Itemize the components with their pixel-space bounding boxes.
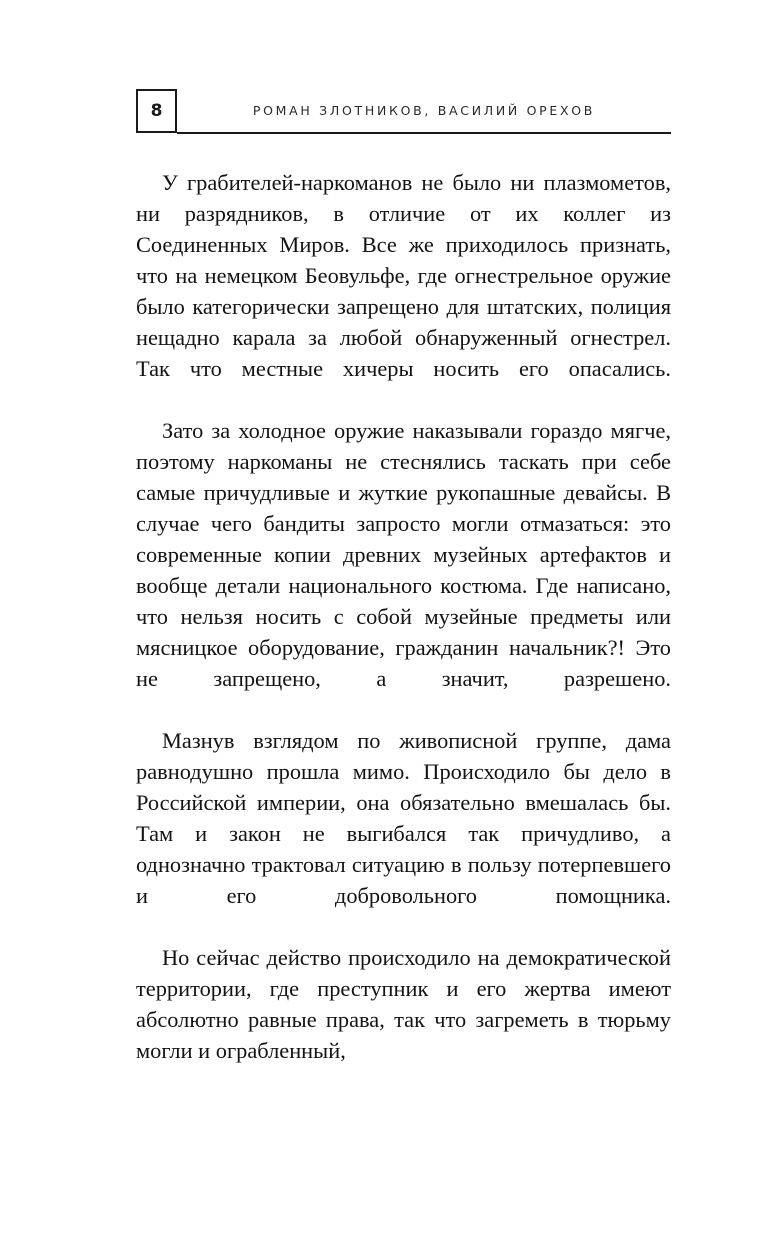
running-title-text: РОМАН ЗЛОТНИКОВ, ВАСИЛИЙ ОРЕХОВ	[252, 102, 596, 118]
page-number-box	[136, 89, 177, 133]
paragraph: Зато за холодное оружие наказывали гораздо мягче, поэтому наркоманы не стеснялись таскать при себе самые причудливые и жуткие рукопашные девайсы. В случае чего бандиты запросто могли отмазаться: это современные копии древних музейных артефактов и вообще детали национального костюма. Где написано, что нельзя носить с собой музейные предметы или мясницкое оборудование, гражданин начальник?! Это не запрещено, а значит, разрешено.	[136, 418, 671, 691]
paragraph: У грабителей-наркоманов не было ни плазмометов, ни разрядников, в отличие от их коллег из Соединенных Миров. Все же приходилось признать, что на немецком Беовульфе, где огнестрельное оружие было категорически запрещено для штатских, полиция нещадно карала за любой обнаруженный огнестрел. Так что местные хичеры носить его опасались.	[136, 170, 671, 381]
header-divider-rule	[177, 132, 671, 134]
body-text-block	[136, 167, 671, 1066]
paragraph: Мазнув взглядом по живописной группе, дама равнодушно прошла мимо. Происходило бы дело в Российской империи, она обязательно вмешалась бы. Там и закон не выгибался так причудливо, а однозначно трактовал ситуацию в пользу потерпевшего и его добровольного помощника.	[136, 728, 671, 908]
running-header	[136, 89, 671, 135]
page-number: 8	[150, 100, 163, 121]
paragraph: Но сейчас действо происходило на демократической территории, где преступник и его жертва имеют абсолютно равные права, так что загреметь в тюрьму могли и ограбленный,	[136, 945, 671, 1063]
running-title	[177, 89, 671, 133]
